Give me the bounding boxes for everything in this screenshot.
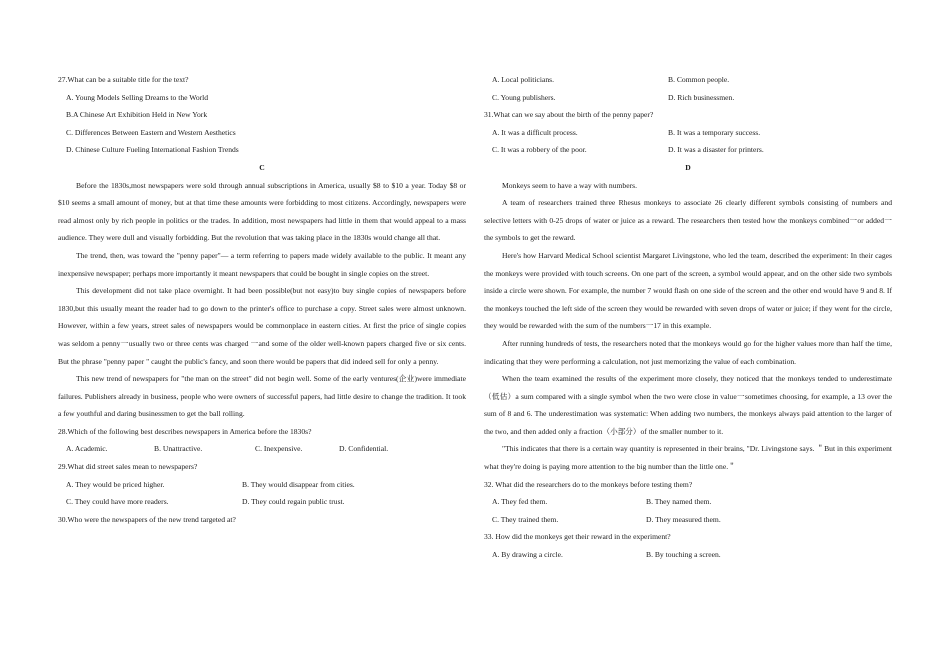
- question-30-option-a: A. Local politicians.: [492, 75, 554, 84]
- question-28-options: [58, 440, 466, 458]
- question-27-option-a: A. Young Models Selling Dreams to the World: [66, 92, 209, 102]
- question-28-option-d: D. Confidential.: [339, 444, 389, 454]
- question-32-options-row-2: [484, 511, 892, 529]
- question-27-option-b: B.A Chinese Art Exhibition Held in New York: [66, 110, 208, 120]
- question-31-options-row-2: [484, 141, 892, 159]
- question-33-option-b: B. By touching a screen.: [646, 550, 721, 560]
- passage-d-paragraph: Monkeys seem to have a way with numbers.: [502, 180, 637, 190]
- question-30-stem: 30.Who were the newspapers of the new trend targeted at?: [58, 514, 236, 524]
- passage-d-paragraph: When the team examined the results of the experiment more closely, they noticed that the monkeys tended to underestimate（低估）a sum compared with a single symbol when the two were close in value一sometimes choosing, for example, a 13 over the sum of 8 and 6. The underestimation was systematic: When adding two numbers, the monkeys always paid attention to the larger of the two, and then added only a fraction（小部分）of the smaller number to it.: [484, 374, 892, 436]
- question-32-option-b: B. They named them.: [646, 497, 712, 507]
- passage-d-paragraph: "This indicates that there is a certain way quantity is represented in their brains, "Dr. Livingstone says. ＂But in this experiment what they're doing is paying more attention to the big number than the little one.＂: [484, 444, 892, 472]
- question-33-option-a: A. By drawing a circle.: [492, 550, 563, 560]
- question-29-option-c: C. They could have more readers.: [66, 497, 169, 507]
- question-28-option-b: B. Unattractive.: [154, 444, 203, 454]
- passage-c-paragraph: Before the 1830s,most newspapers were sold through annual subscriptions in America, usually $8 to $10 a year. Today $8 or $10 seems a small amount of money, but at that time these amounts were forbidding to most citizens. Accordingly, newspapers were read almost only by rich people in politics or the trades. In addition, most newspapers had little in them that would appeal to a mass audience. They were dull and visually forbidding. But the revolution that was taking place in the 1830s would change all that.: [58, 180, 466, 243]
- question-31-option-d: D. It was a disaster for printers.: [668, 145, 764, 155]
- question-30-option-c: C. Young publishers.: [492, 92, 556, 102]
- question-29-option-b: B. They would disappear from cities.: [242, 479, 355, 489]
- passage-c-paragraph: This development did not take place overnight. It had been possible(but not easy)to buy single copies of newspapers before 1830,but this usually meant the reader had to go down to the printer's office to purchase a copy. Street sales were almost unknown. However, within a few years, street sales of newspapers would be commonplace in eastern cities. At first the price of single copies was seldom a penny一usually two or three cents was charged 一and some of the older well-known papers charged five or six cents. But the phrase "penny paper " caught the public's fancy, and soon there would be papers that did indeed sell for only a penny.: [58, 286, 466, 366]
- question-30-options-row-2: [484, 89, 892, 107]
- question-33-stem: 33. How did the monkeys get their reward in the experiment?: [484, 532, 671, 542]
- section-d-heading: D: [685, 162, 691, 172]
- question-33-options-row-1: [484, 546, 892, 564]
- question-28-option-c: C. Inexpensive.: [255, 444, 303, 454]
- question-29-options-row-1: [58, 476, 466, 494]
- passage-c-paragraph: The trend, then, was toward the "penny paper"— a term referring to papers made widely available to the public. It meant any inexpensive newspaper; perhaps more importantly it meant newspapers that could be bought in single copies on the street.: [58, 250, 466, 278]
- question-29-options-row-2: [58, 493, 466, 511]
- right-column: [484, 71, 892, 564]
- question-32-option-c: C. They trained them.: [492, 514, 559, 524]
- question-32-stem: 32. What did the researchers do to the monkeys before testing them?: [484, 479, 693, 489]
- question-29-stem: 29.What did street sales mean to newspapers?: [58, 462, 198, 472]
- question-31-options-row-1: [484, 124, 892, 142]
- question-32-option-d: D. They measured them.: [646, 514, 721, 524]
- question-27-option-d: D. Chinese Culture Fueling International Fashion Trends: [66, 145, 239, 155]
- question-28-option-a: A. Academic.: [66, 444, 108, 454]
- passage-d-paragraph: Here's how Harvard Medical School scientist Margaret Livingstone, who led the team, described the experiment: In their cages the monkeys were provided with touch screens. On one part of the screen, a symbol would appear, and on the other side two symbols inside a circle were shown. For example, the number 7 would flash on one side of the screen and the other end would have 9 and 8. If the monkeys touched the left side of the screen they would be rewarded with seven drops of water or juice; if they went for the circle, they would be rewarded with the sum of the numbers一17 in this example.: [484, 250, 892, 331]
- question-27-stem: 27.What can be a suitable title for the text?: [58, 75, 189, 84]
- passage-d-paragraph: A team of researchers trained three Rhesus monkeys to associate 26 clearly different symbols consisting of numbers and selective letters with 0-25 drops of water or juice as a reward. The researchers then tested how the monkeys combined一or added一the symbols to get the reward.: [484, 198, 892, 243]
- question-30-options-row-1: [484, 71, 892, 89]
- passage-d-paragraph: After running hundreds of tests, the researchers noted that the monkeys would go for the higher values more than half the time, indicating that they were performing a calculation, not just memorizing the value of each combination.: [484, 338, 892, 366]
- question-27-option-c: C. Differences Between Eastern and Western Aesthetics: [66, 127, 236, 137]
- question-32-option-a: A. They fed them.: [492, 497, 548, 507]
- question-32-options-row-1: [484, 493, 892, 511]
- question-31-option-a: A. It was a difficult process.: [492, 127, 578, 137]
- question-31-option-b: B. It was a temporary success.: [668, 127, 761, 137]
- question-29-option-d: D. They could regain public trust.: [242, 497, 345, 507]
- section-c-heading: C: [259, 162, 265, 172]
- question-29-option-a: A. They would be priced higher.: [66, 479, 165, 489]
- question-31-option-c: C. It was a robbery of the poor.: [492, 145, 587, 155]
- question-30-option-b: B. Common people.: [668, 75, 730, 84]
- question-28-stem: 28.Which of the following best describes newspapers in America before the 1830s?: [58, 426, 312, 436]
- left-column: [58, 71, 466, 528]
- passage-c-paragraph: This new trend of newspapers for "the man on the street" did not begin well. Some of the early ventures(企业)were immediate failures. Publishers already in business, people who were owners of successful papers, had little desire to change the tradition. It took a few youthful and daring businessmen to get the ball rolling.: [58, 374, 466, 419]
- question-30-option-d: D. Rich businessmen.: [668, 92, 735, 102]
- question-31-stem: 31.What can we say about the birth of the penny paper?: [484, 110, 654, 120]
